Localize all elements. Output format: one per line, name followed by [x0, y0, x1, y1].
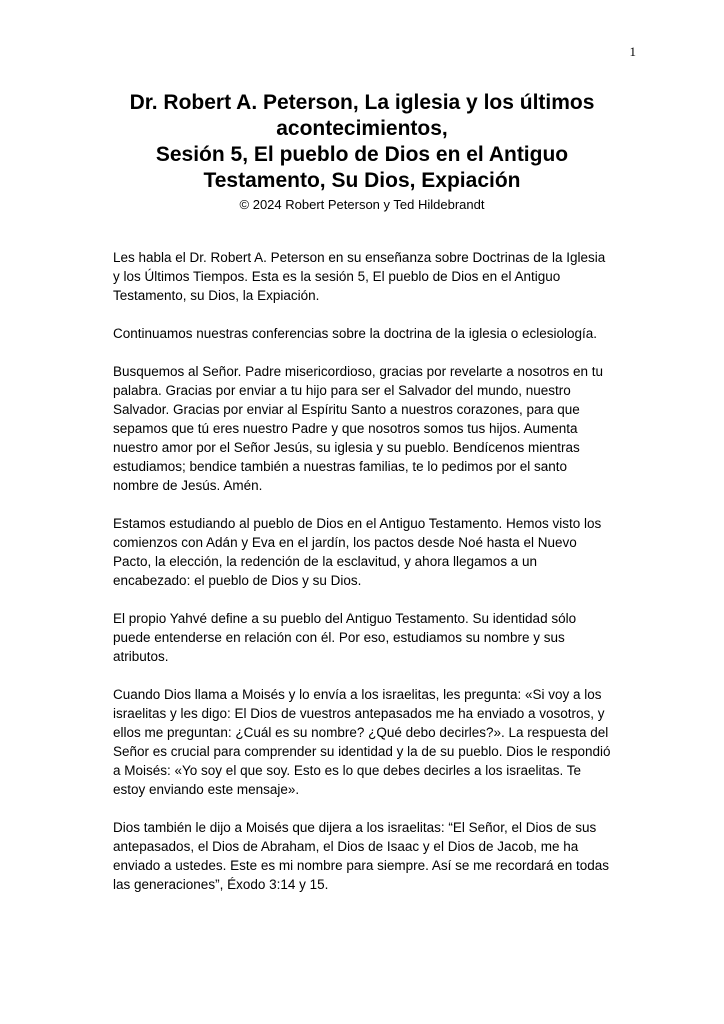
paragraph: Busquemos al Señor. Padre misericordioso, gracias por revelarte a nosotros en tu palabra. Gracias por enviar a tu hijo para ser el Salvador del mundo, nuestro Salvador. Gracias por enviar al Espíritu Santo a nuestros corazones, para que sepamos que tú eres nuestro Padre y que nosotros somos tus hijos. Aumenta nuestro amor por el Señor Jesús, su iglesia y su pueblo. Bendícenos mientras estudiamos; bendice también a nuestras familias, te lo pedimos por el santo nombre de Jesús. Amén. [113, 364, 604, 493]
document-body [113, 248, 613, 913]
paragraph: Dios también le dijo a Moisés que dijera a los israelitas: “El Señor, el Dios de sus antepasados, el Dios de Abraham, el Dios de Isaac y el Dios de Jacob, me ha enviado a ustedes. Este es mi nombre para siempre. Así se me recordará en todas las generaciones”, Éxodo 3:14 y 15. [113, 820, 610, 892]
document-title [100, 90, 624, 214]
title-line: Dr. Robert A. Peterson, La iglesia y los últimos [129, 91, 595, 114]
page-number: 1 [629, 44, 636, 59]
title-line: Testamento, Su Dios, Expiación [203, 169, 521, 192]
paragraph: Les habla el Dr. Robert A. Peterson en su enseñanza sobre Doctrinas de la Iglesia y los Últimos Tiempos. Esta es la sesión 5, El pueblo de Dios en el Antiguo Testamento, su Dios, la Expiación. [113, 250, 606, 303]
paragraph: Cuando Dios llama a Moisés y lo envía a los israelitas, les pregunta: «Si voy a los israelitas y les digo: El Dios de vuestros antepasados me ha enviado a vosotros, y ellos me preguntan: ¿Cuál es su nombre? ¿Qué debo decirles?». La respuesta del Señor es crucial para comprender su identidad y la de su pueblo. Dios le respondió a Moisés: «Yo soy el que soy. Esto es lo que debes decirles a los israelitas. Te estoy enviando este mensaje». [113, 687, 611, 797]
paragraph: Estamos estudiando al pueblo de Dios en el Antiguo Testamento. Hemos visto los comienzos con Adán y Eva en el jardín, los pactos desde Noé hasta el Nuevo Pacto, la elección, la redención de la esclavitud, y ahora llegamos a un encabezado: el pueblo de Dios y su Dios. [113, 516, 602, 588]
paragraph: El propio Yahvé define a su pueblo del Antiguo Testamento. Su identidad sólo puede entenderse en relación con él. Por eso, estudiamos su nombre y sus atributos. [113, 611, 577, 664]
title-line: Sesión 5, El pueblo de Dios en el Antiguo [155, 143, 569, 166]
title-line: acontecimientos, [276, 117, 448, 140]
paragraph: Continuamos nuestras conferencias sobre la doctrina de la iglesia o eclesiología. [113, 326, 598, 341]
copyright-notice: © 2024 Robert Peterson y Ted Hildebrandt [239, 197, 485, 212]
